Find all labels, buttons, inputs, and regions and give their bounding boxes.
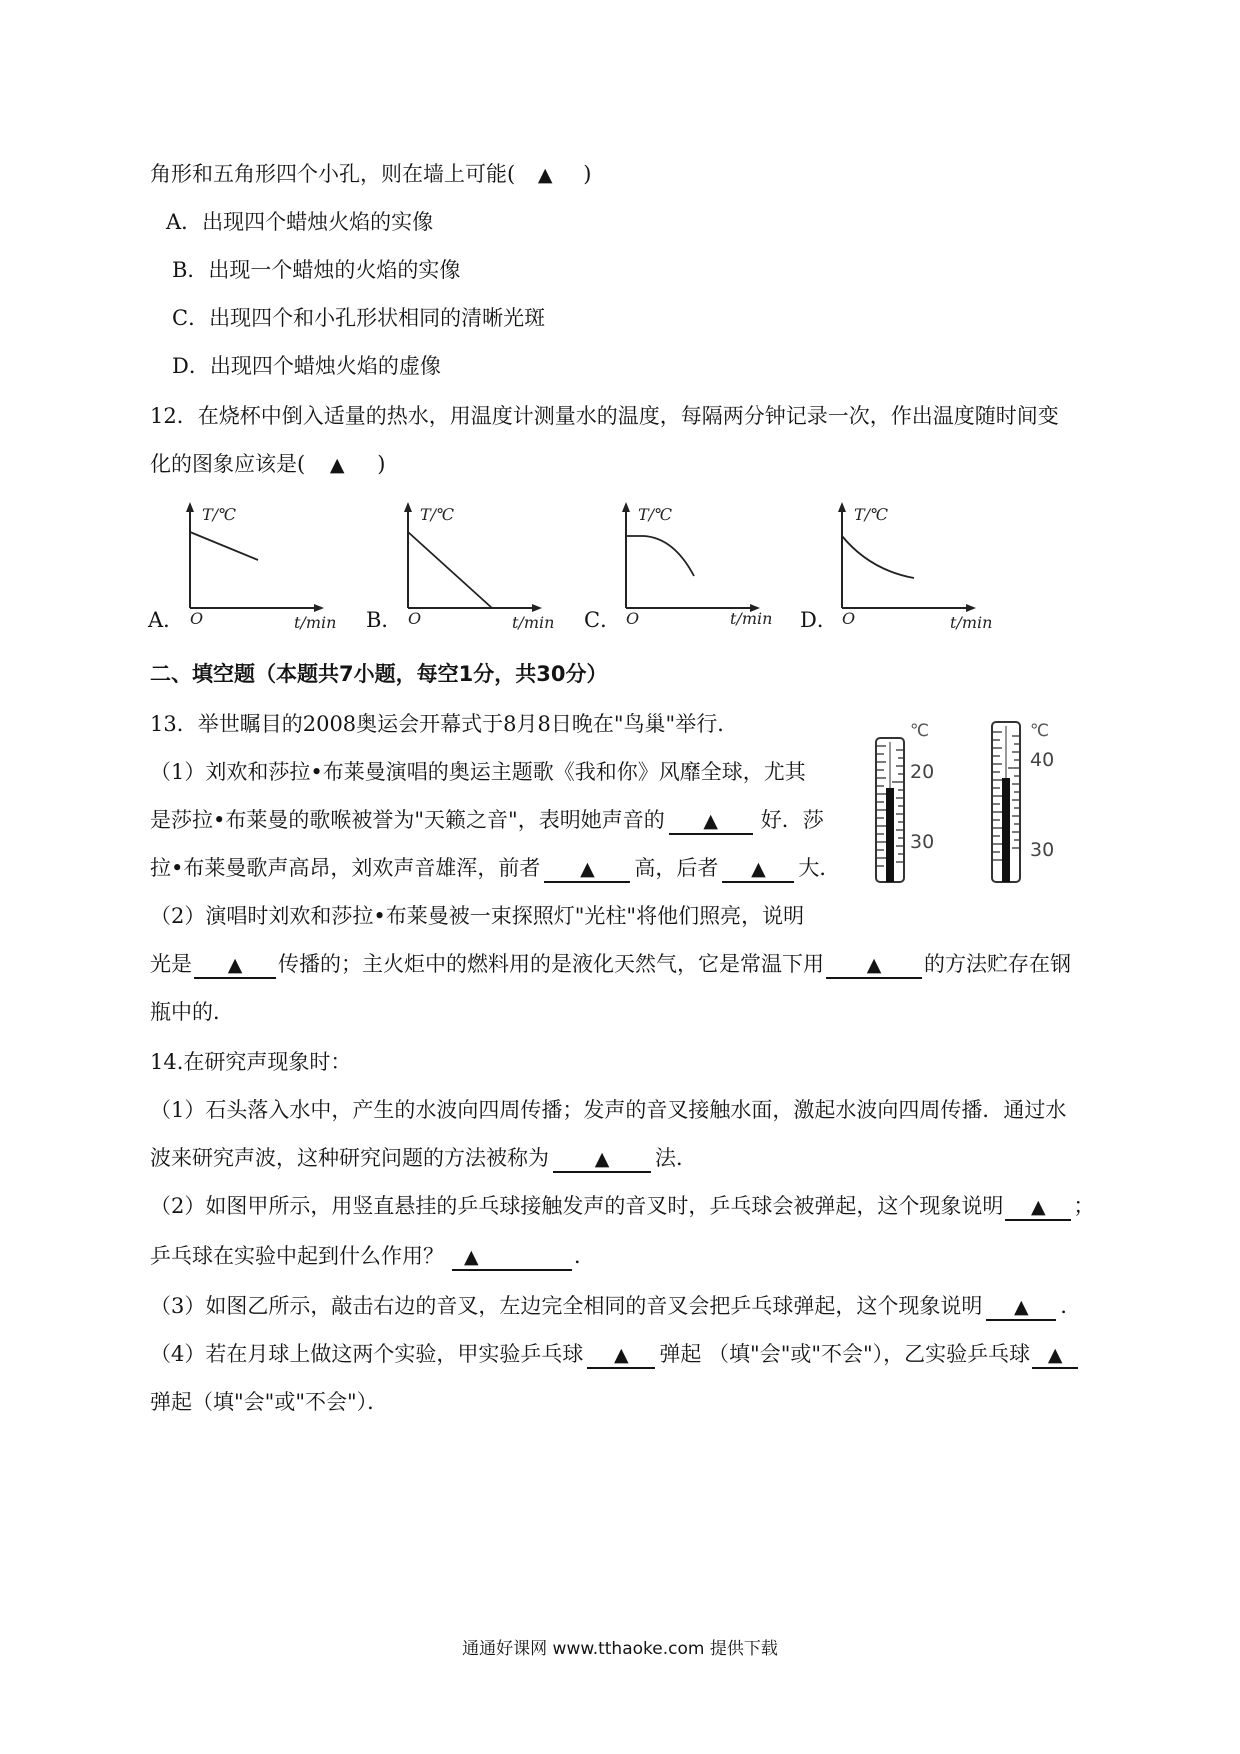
y-axis-label: T/℃: [420, 505, 454, 524]
answer-marker: ▲: [751, 858, 766, 880]
y-axis-label: T/℃: [638, 505, 672, 524]
q13-p2-line1: （2）演唱时刘欢和莎拉•布莱曼被一束探照灯"光柱"将他们照亮，说明: [150, 904, 805, 928]
answer-blank[interactable]: [986, 1294, 1056, 1321]
page-footer: 通通好课网 www.tthaoke.com 提供下载: [462, 1639, 778, 1659]
q13-p2-line2: [150, 950, 1071, 979]
q11-option-d: D．出现四个蜡烛火焰的虚像: [172, 354, 441, 378]
q12-line2-text: 化的图象应该是(: [150, 452, 306, 476]
answer-blank[interactable]: [669, 808, 753, 835]
q14-p3-text: （3）如图乙所示，敲击右边的音叉，左边完全相同的音叉会把乒乓球弹起，这个现象说明: [150, 1294, 983, 1318]
graph-b: [396, 500, 556, 630]
graph-c: [614, 500, 774, 630]
q14-p2-line1-text: （2）如图甲所示，用竖直悬挂的乒乓球接触发声的音叉时，乒乓球会被弹起，这个现象说明: [150, 1194, 1004, 1218]
answer-blank[interactable]: [194, 952, 276, 979]
graph-label-a: A．: [148, 608, 185, 632]
answer-marker: ▲: [464, 1246, 479, 1268]
x-axis-label: t/min: [950, 613, 993, 632]
y-axis-label: T/℃: [202, 505, 236, 524]
q11-option-c: C．出现四个和小孔形状相同的清晰光斑: [172, 306, 546, 330]
graph-label-b: B．: [366, 608, 403, 632]
q13-p2-line3: 瓶中的．: [150, 1000, 234, 1024]
q12-line2: [150, 450, 385, 479]
q11-stem-text: 角形和五角形四个小孔，则在墙上可能(: [150, 162, 516, 186]
thermo-left-bottom: 30: [910, 831, 935, 853]
thermometer-figure: [848, 716, 1078, 888]
answer-blank[interactable]: [553, 1146, 651, 1173]
q14-p4-line2: 弹起（填"会"或"不会"）．: [150, 1390, 389, 1414]
q14-p2-line2-tail: ．: [574, 1244, 595, 1268]
q14-p1-line2: [150, 1144, 697, 1173]
origin-label: O: [190, 609, 204, 628]
q13-p1-line3-tail: 大．: [798, 856, 841, 880]
q13-p2-line2-mid: 传播的；主火炬中的燃料用的是液化天然气，它是常温下用: [278, 952, 824, 976]
q14-p3: [150, 1292, 1081, 1321]
q14-p2-line1: [150, 1192, 1094, 1221]
q11-close: ): [583, 162, 592, 186]
q13-p2-line2-tail: 的方法贮存在钢: [924, 952, 1071, 976]
q12-close: ): [377, 452, 386, 476]
q14-stem: 14.在研究声现象时：: [150, 1050, 352, 1074]
thermo-right-unit: ℃: [1030, 721, 1050, 741]
q13-p1-line2-text: 是莎拉•布莱曼的歌喉被誉为"天籁之音"，表明她声音的: [150, 808, 665, 832]
q13-p1-line2-tail: 好．莎: [760, 808, 824, 832]
q14-p4-line1-mid: 弹起 （填"会"或"不会"），乙实验乒乓球: [659, 1342, 1031, 1366]
origin-label: O: [408, 609, 422, 628]
thermo-right-bottom: 30: [1030, 839, 1055, 861]
q11-option-a: A．出现四个蜡烛火焰的实像: [166, 210, 434, 234]
q13-p1-line3: [150, 854, 840, 883]
q13-stem: 13．举世瞩目的2008奥运会开幕式于8月8日晚在"鸟巢"举行．: [150, 712, 739, 736]
answer-blank[interactable]: [544, 856, 630, 883]
graph-label-d: D．: [800, 608, 838, 632]
answer-blank[interactable]: [722, 856, 794, 883]
answer-marker: ▲: [537, 164, 553, 186]
answer-marker: ▲: [1014, 1296, 1029, 1318]
q14-p2-line2: [150, 1242, 595, 1271]
answer-marker: ▲: [1047, 1344, 1063, 1366]
q13-p1-line3-mid: 高，后者: [634, 856, 719, 880]
answer-marker: ▲: [329, 454, 345, 476]
answer-blank[interactable]: [1005, 1194, 1071, 1221]
answer-marker: ▲: [580, 858, 595, 880]
answer-blank[interactable]: [1032, 1342, 1078, 1369]
q13-p1-line2: [150, 806, 824, 835]
q14-p2-line2-text: 乒乓球在实验中起到什么作用？: [150, 1244, 444, 1268]
q14-p1-line1: （1）石头落入水中，产生的水波向四周传播；发声的音叉接触水面，激起水波向四周传播．通过水: [150, 1098, 1067, 1122]
y-axis-label: T/℃: [854, 505, 888, 524]
answer-blank[interactable]: [826, 952, 922, 979]
q12-line1: 12．在烧杯中倒入适量的热水，用温度计测量水的温度，每隔两分钟记录一次，作出温度随时间变: [150, 404, 1059, 428]
q14-p1-line2-tail: 法．: [655, 1146, 697, 1170]
answer-marker: ▲: [594, 1148, 610, 1170]
answer-marker: ▲: [703, 810, 719, 832]
x-axis-label: t/min: [512, 613, 555, 632]
x-axis-label: t/min: [294, 613, 337, 632]
answer-blank[interactable]: [452, 1244, 572, 1271]
q11-option-b: B．出现一个蜡烛的火焰的实像: [172, 258, 461, 282]
q13-p2-line2-text: 光是: [150, 952, 192, 976]
thermo-left-unit: ℃: [910, 721, 930, 741]
origin-label: O: [626, 609, 640, 628]
origin-label: O: [842, 609, 856, 628]
q14-p4-line1: [150, 1340, 1080, 1369]
q14-p1-line2-text: 波来研究声波，这种研究问题的方法被称为: [150, 1146, 549, 1170]
thermo-right-top: 40: [1030, 749, 1055, 771]
thermo-left-top: 20: [910, 761, 935, 783]
q14-p2-line1-tail: ；: [1073, 1194, 1095, 1218]
answer-marker: ▲: [614, 1344, 629, 1366]
q13-p1-line1: （1）刘欢和莎拉•布莱曼演唱的奥运主题歌《我和你》风靡全球，尤其: [150, 760, 806, 784]
q14-p4-line1-text: （4）若在月球上做这两个实验，甲实验乒乓球: [150, 1342, 584, 1366]
graph-a: [178, 500, 337, 632]
graph-d: [830, 500, 1000, 630]
q11-stem: [150, 160, 591, 189]
answer-marker: ▲: [866, 954, 882, 976]
answer-marker: ▲: [1031, 1196, 1046, 1218]
q13-p1-line3-text: 拉•布莱曼歌声高昂，刘欢声音雄浑，前者: [150, 856, 541, 880]
answer-blank[interactable]: [587, 1342, 655, 1369]
graph-label-c: C．: [584, 608, 622, 632]
x-axis-label: t/min: [730, 609, 773, 628]
answer-marker: ▲: [227, 954, 243, 976]
section-heading: 二、填空题（本题共7小题，每空1分，共30分）: [150, 662, 608, 686]
q14-p3-tail: ．: [1060, 1294, 1082, 1318]
